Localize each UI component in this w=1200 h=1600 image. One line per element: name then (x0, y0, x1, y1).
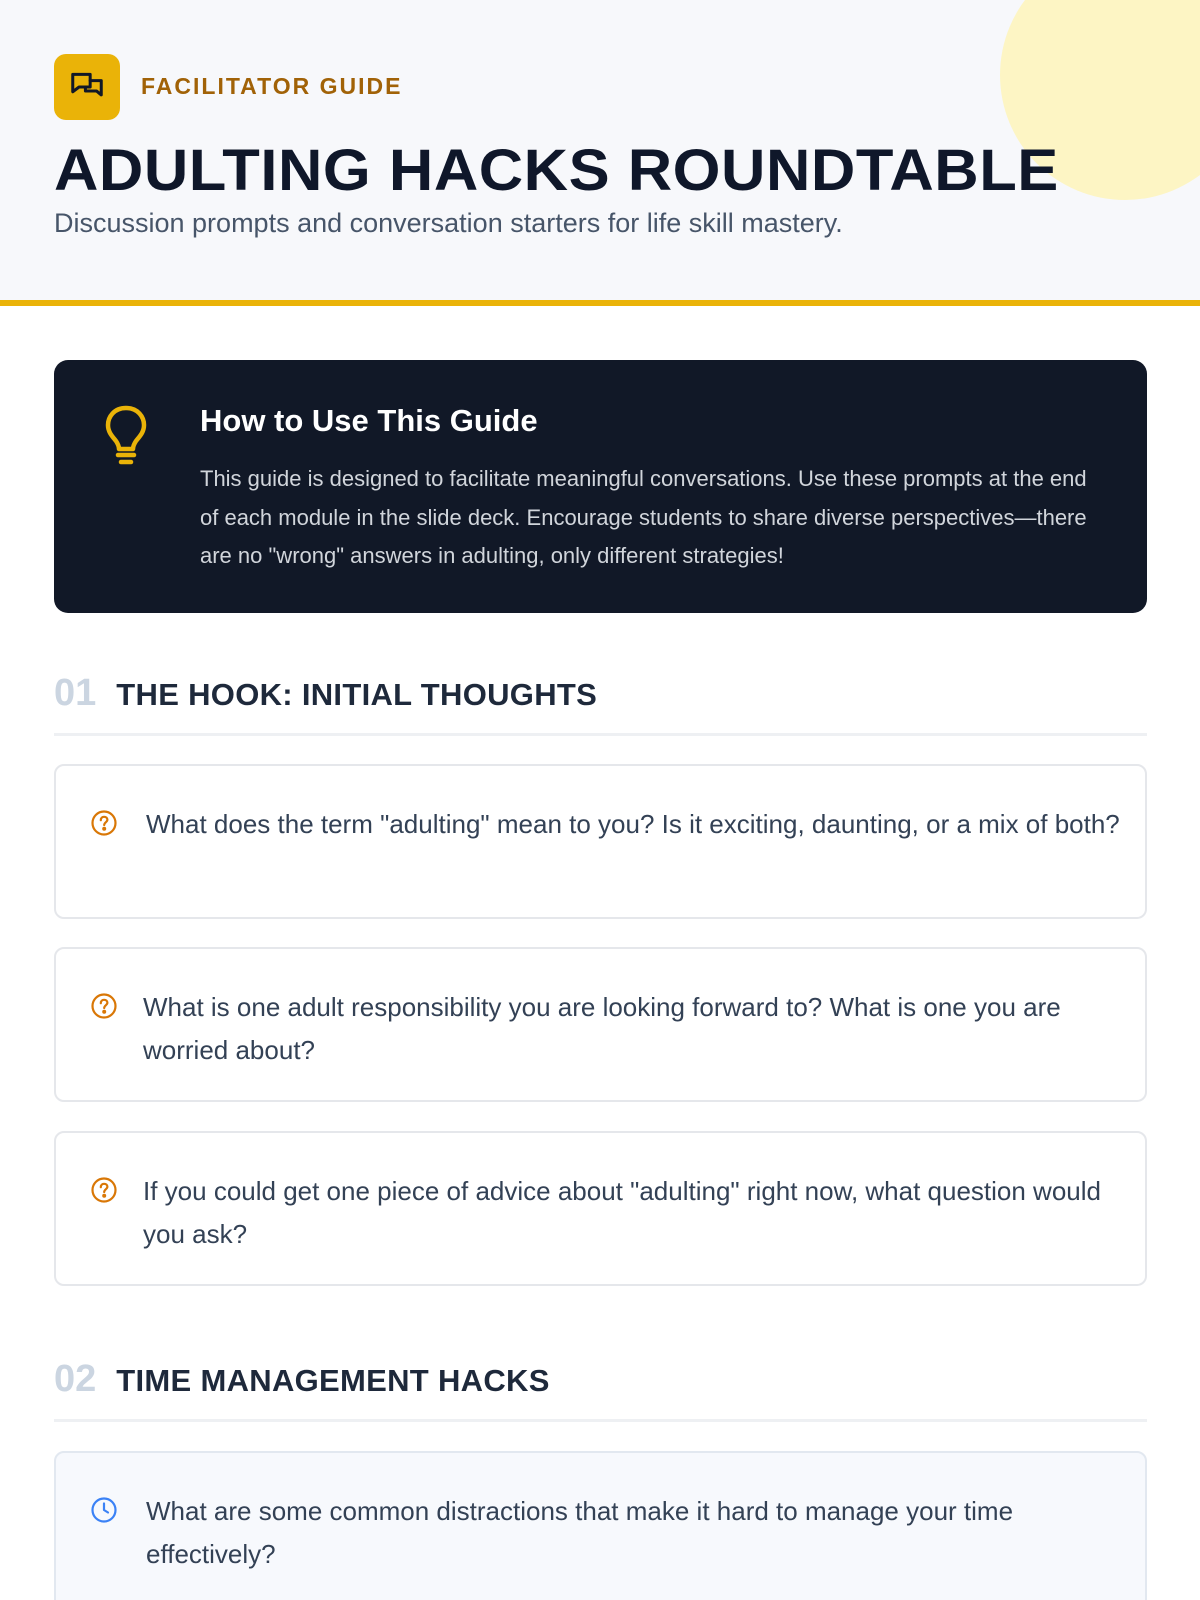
clock-icon (90, 1496, 118, 1524)
section-divider (54, 1419, 1147, 1422)
section-title: TIME MANAGEMENT HACKS (116, 1363, 550, 1398)
page-title: ADULTING HACKS ROUNDTABLE (54, 138, 1059, 203)
section-heading-hook (54, 672, 1147, 714)
section-number: 01 (54, 672, 97, 714)
lightbulb-icon (104, 404, 148, 466)
prompt-card (54, 947, 1147, 1102)
guide-title: How to Use This Guide (200, 403, 538, 438)
section-number: 02 (54, 1358, 97, 1400)
page-subtitle: Discussion prompts and conversation starters for life skill mastery. (54, 208, 843, 238)
prompt-card (54, 764, 1147, 919)
guide-description: This guide is designed to facilitate meaningful conversations. Use these prompts at the end of each module in the slide deck. Encourage students to share diverse perspectives—there are no "wrong" answers in adulting, only different strategies! (200, 466, 1087, 568)
prompt-card (54, 1451, 1147, 1600)
prompt-text: What are some common distractions that make it hard to manage your time effectively? (146, 1496, 1014, 1569)
question-circle-icon (90, 809, 118, 837)
page-header (0, 0, 1200, 306)
guide-kicker: FACILITATOR GUIDE (141, 73, 403, 99)
prompt-text: If you could get one piece of advice about "adulting" right now, what question would you ask? (143, 1176, 1101, 1249)
section-divider (54, 733, 1147, 736)
chat-bubbles-icon (68, 68, 106, 106)
how-to-use-panel (54, 360, 1147, 613)
question-circle-icon (90, 1176, 118, 1204)
section-title: THE HOOK: INITIAL THOUGHTS (116, 677, 598, 712)
prompt-text: What is one adult responsibility you are looking forward to? What is one you are worried about? (143, 992, 1061, 1065)
brand-badge (54, 54, 120, 120)
section-heading-time (54, 1358, 1147, 1400)
question-circle-icon (90, 992, 118, 1020)
prompt-text: What does the term "adulting" mean to you? Is it exciting, daunting, or a mix of both? (146, 809, 1120, 839)
prompt-card (54, 1131, 1147, 1286)
